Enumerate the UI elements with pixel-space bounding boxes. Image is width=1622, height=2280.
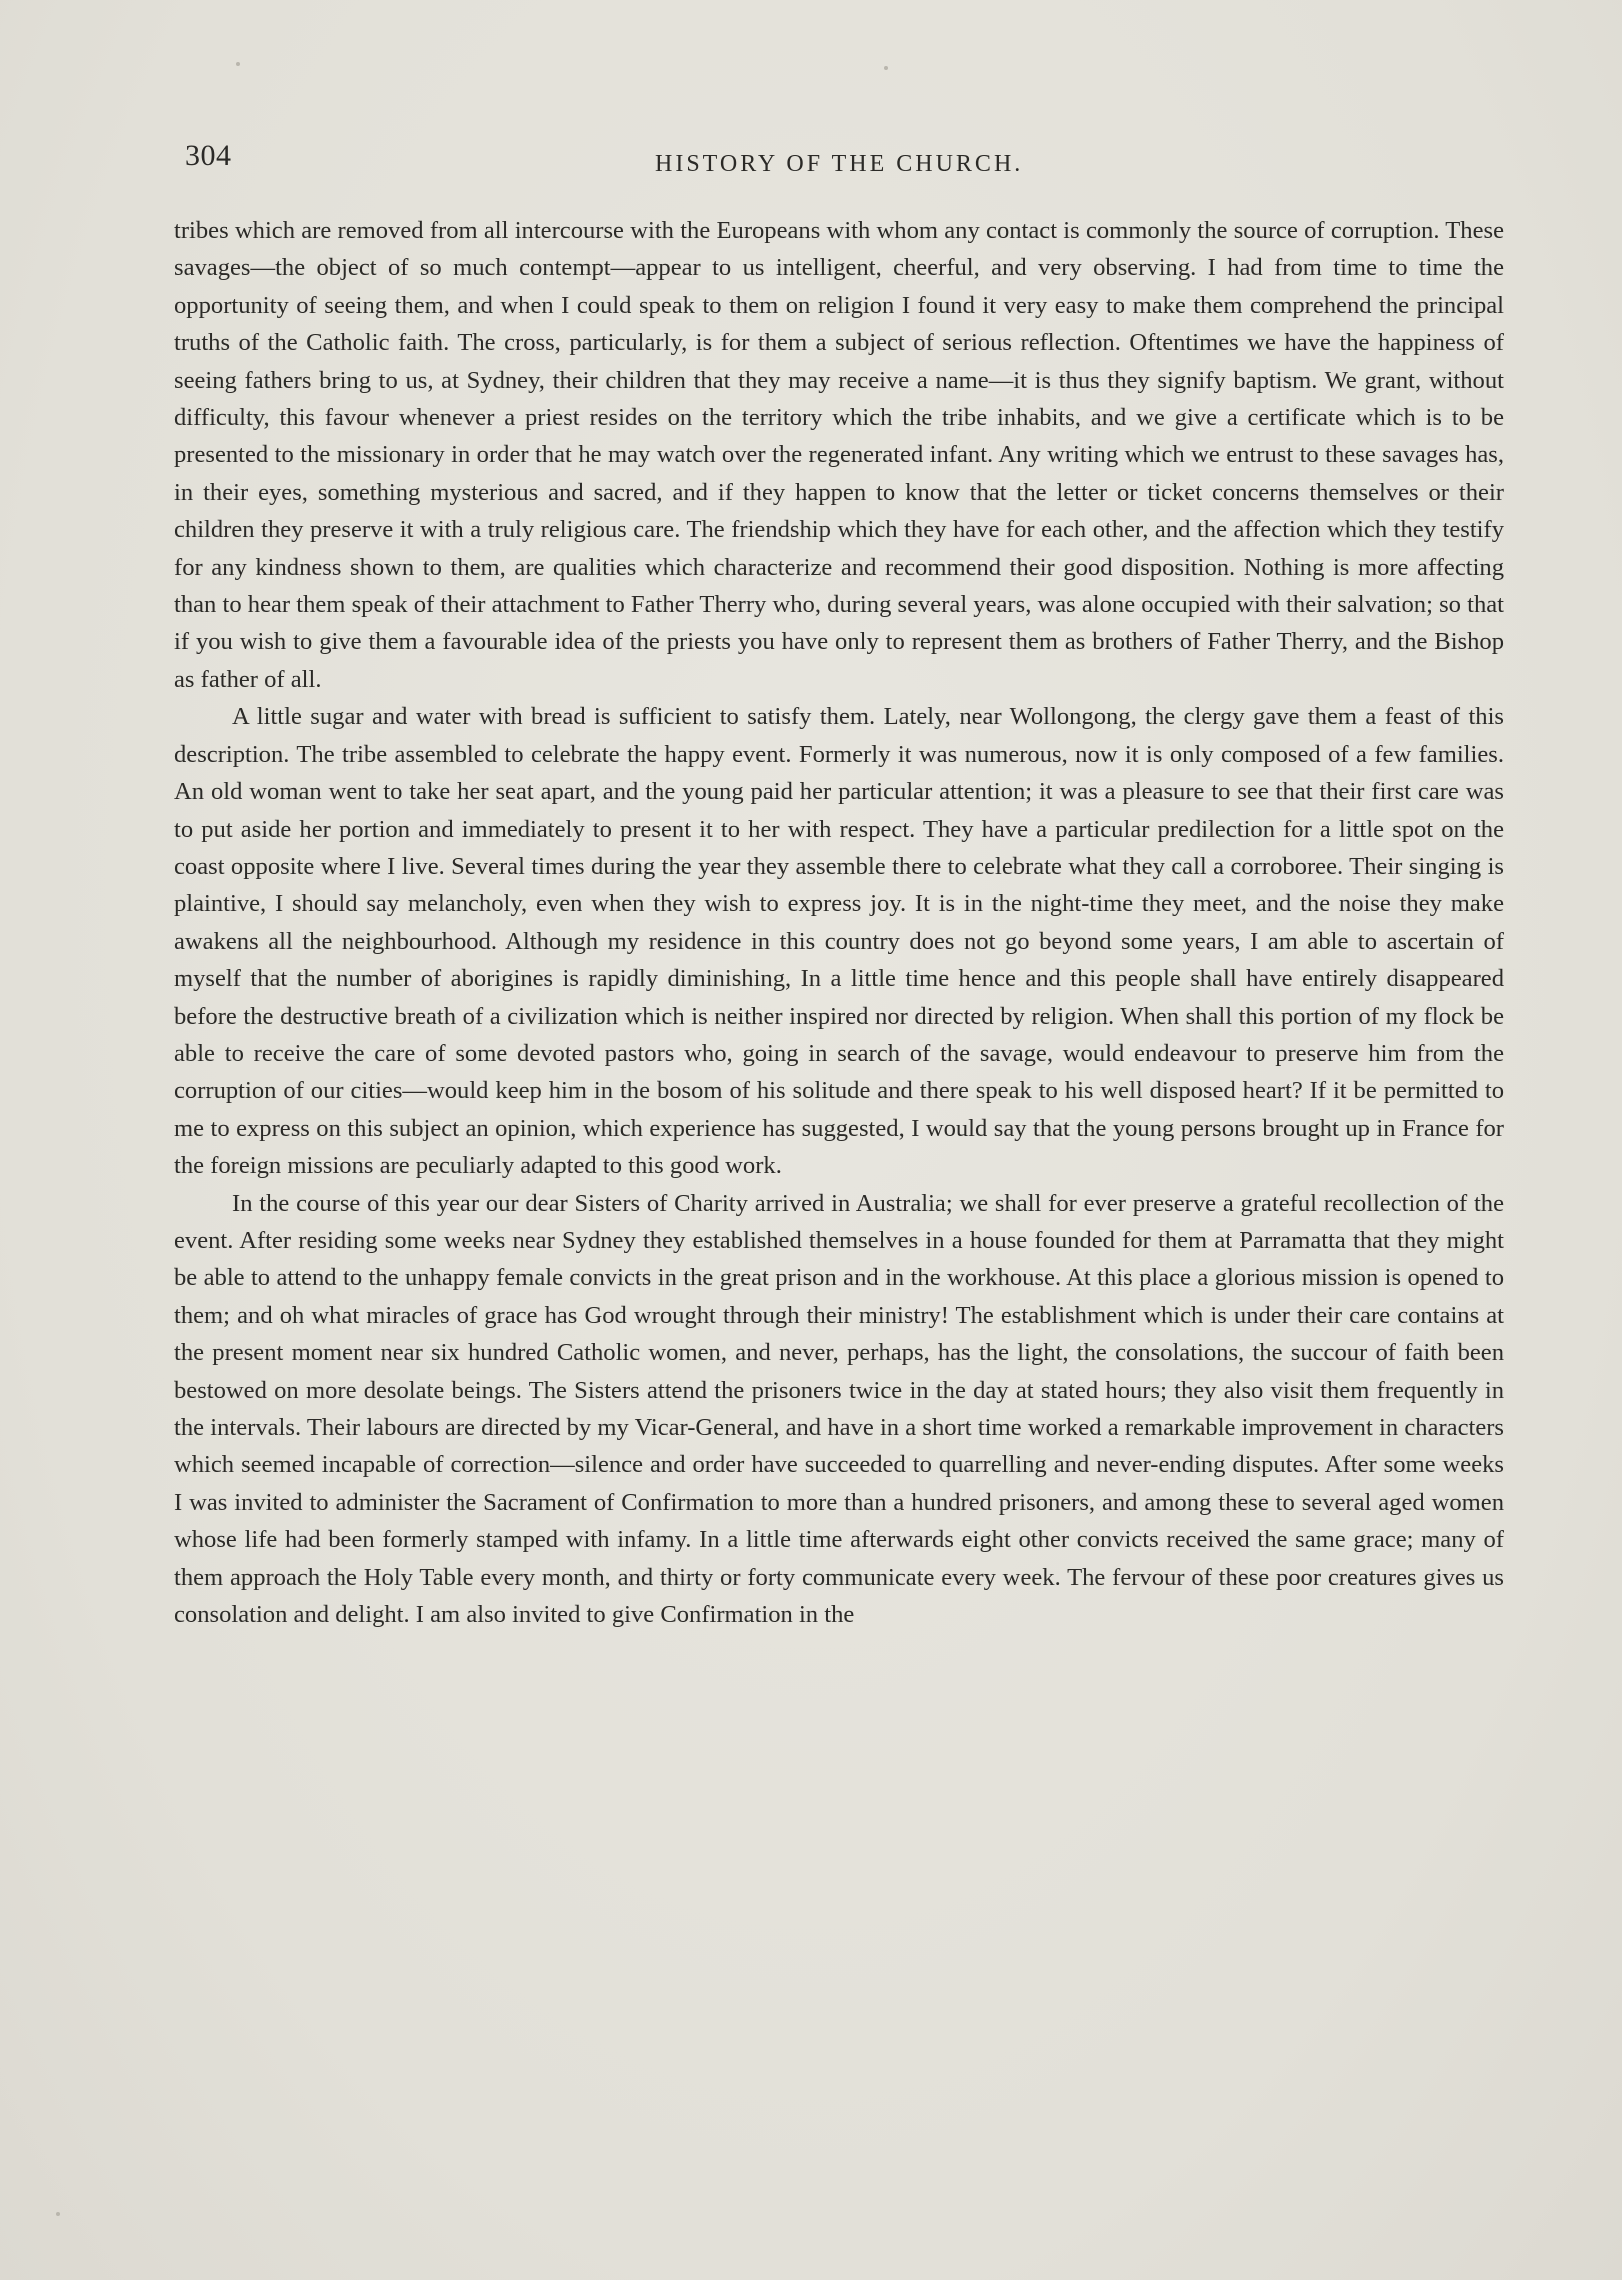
paper-speck	[236, 62, 240, 66]
body-text	[174, 212, 1504, 1633]
running-title: HISTORY OF THE CHURCH.	[655, 151, 1024, 177]
page-header	[175, 135, 1505, 185]
page-number: 304	[185, 139, 232, 172]
paragraph-aborigines-feast: A little sugar and water with bread is sufficient to satisfy them. Lately, near Wollongong, the clergy gave them a feast of this description. The tribe assembled to celebrate the happy event. Formerly it was numerous, now it is only composed of a few families. An old woman went to take her seat apart, and the young paid her particular attention; it was a pleasure to see that their first care was to put aside her portion and immediately to present it to her with respect. They have a particular predilection for a little spot on the coast opposite where I live. Several times during the year they assemble there to celebrate what they call a corroboree. Their singing is plaintive, I should say melancholy, even when they wish to express joy. It is in the night-time they meet, and the noise they make awakens all the neighbourhood. Although my residence in this country does not go beyond some years, I am able to ascertain of myself that the number of aborigines is rapidly diminishing, In a little time hence and this people shall have entirely disappeared before the destructive breath of a civilization which is neither inspired nor directed by religion. When shall this portion of my flock be able to receive the care of some devoted pastors who, going in search of the savage, would endeavour to preserve him from the corruption of our cities—would keep him in the bosom of his solitude and there speak to his well disposed heart? If it be permitted to me to express on this subject an opinion, which experience has suggested, I would say that the young persons brought up in France for the foreign missions are peculiarly adapted to this good work.	[174, 703, 1504, 1180]
paragraph-continued: tribes which are removed from all intercourse with the Europeans with whom any contact is commonly the source of corruption. These savages—the object of so much contempt—appear to us intelligent, cheerful, and very observing. I had from time to time the opportunity of seeing them, and when I could speak to them on religion I found it very easy to make them comprehend the principal truths of the Catholic faith. The cross, particularly, is for them a subject of serious reflection. Oftentimes we have the happiness of seeing fathers bring to us, at Sydney, their children that they may receive a name—it is thus they signify baptism. We grant, without difficulty, this favour whenever a priest resides on the territory which the tribe inhabits, and we give a certificate which is to be presented to the missionary in order that he may watch over the regenerated infant. Any writing which we entrust to these savages has, in their eyes, something mysterious and sacred, and if they happen to know that the letter or ticket concerns themselves or their children they preserve it with a truly religious care. The friendship which they have for each other, and the affection which they testify for any kindness shown to them, are qualities which characterize and recommend their good disposition. Nothing is more affecting than to hear them speak of their attachment to Father Therry who, during several years, was alone occupied with their salvation; so that if you wish to give them a favourable idea of the priests you have only to represent them as brothers of Father Therry, and the Bishop as father of all.	[174, 217, 1504, 693]
paper-speck	[884, 66, 888, 70]
paper-speck	[56, 2212, 60, 2216]
paragraph-sisters-of-charity: In the course of this year our dear Sisters of Charity arrived in Australia; we shall for ever preserve a grateful recollection of the event. After residing some weeks near Sydney they established themselves in a house founded for them at Parramatta that they might be able to attend to the unhappy female convicts in the great prison and in the workhouse. At this place a glorious mission is opened to them; and oh what miracles of grace has God wrought through their ministry! The establishment which is under their care contains at the present moment near six hundred Catholic women, and never, perhaps, has the light, the consolations, the succour of faith been bestowed on more desolate beings. The Sisters attend the prisoners twice in the day at stated hours; they also visit them frequently in the intervals. Their labours are directed by my Vicar-General, and have in a short time worked a remarkable improvement in characters which seemed incapable of correction—silence and order have succeeded to quarrelling and never-ending disputes. After some weeks I was invited to administer the Sacrament of Confirmation to more than a hundred prisoners, and among these to several aged women whose life had been formerly stamped with infamy. In a little time afterwards eight other convicts received the same grace; many of them approach the Holy Table every month, and thirty or forty communicate every week. The fervour of these poor creatures gives us consolation and delight. I am also invited to give Confirmation in the	[174, 1189, 1504, 1629]
